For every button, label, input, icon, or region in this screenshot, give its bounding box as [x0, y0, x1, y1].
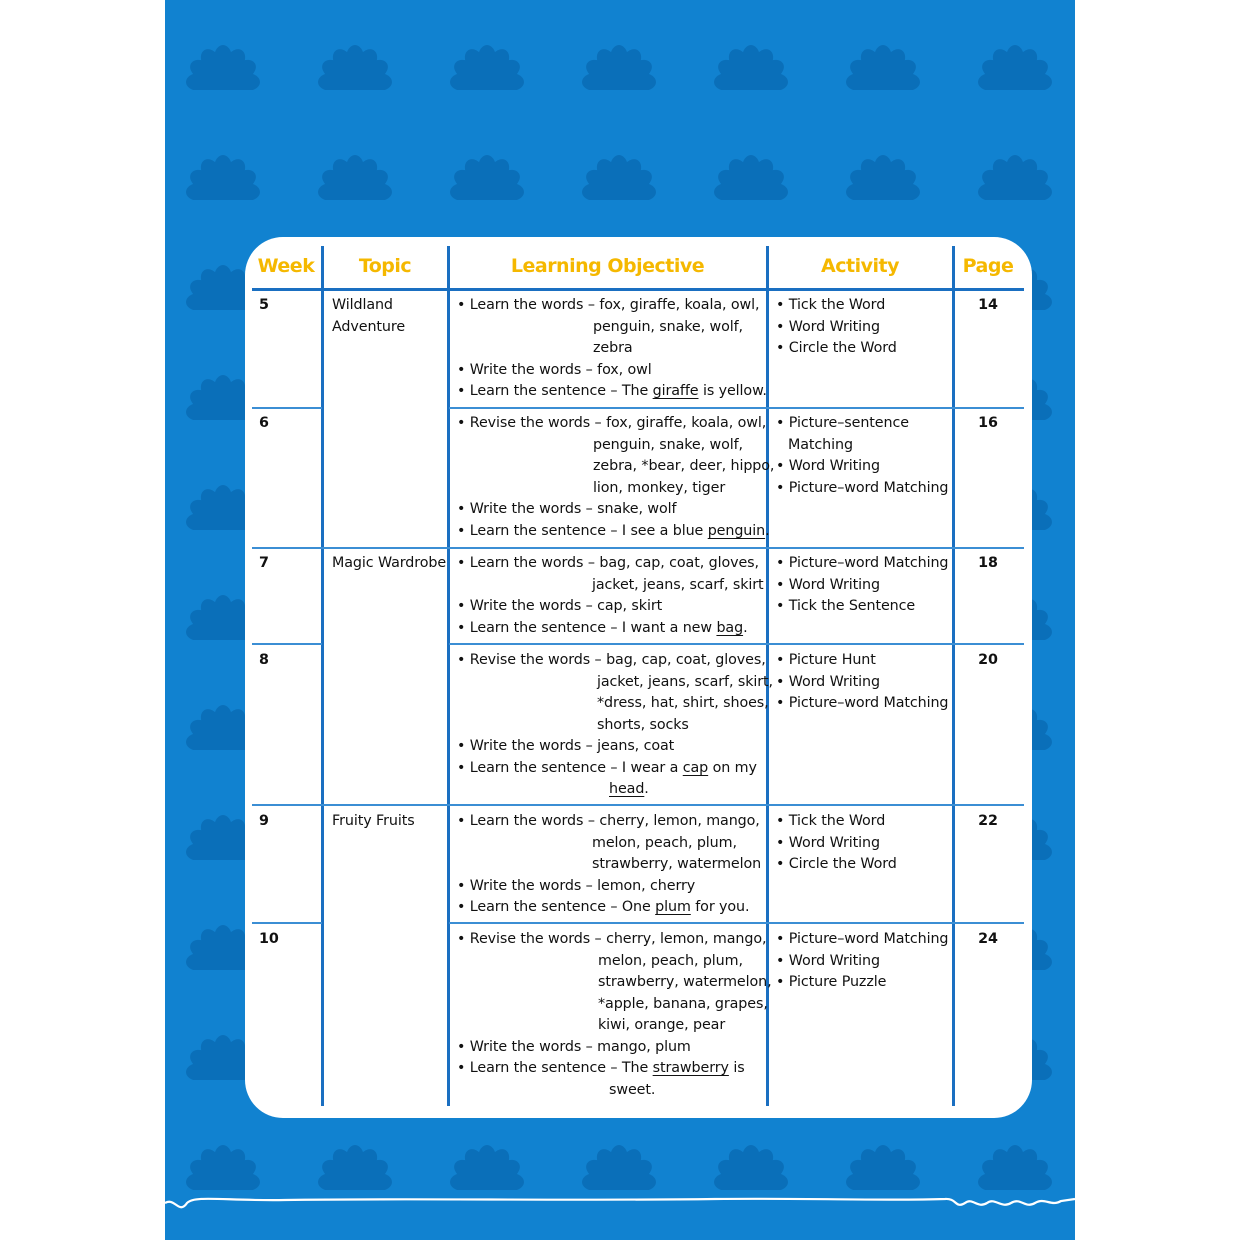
- header-topic: Topic: [358, 255, 412, 277]
- page-number: 18: [978, 555, 998, 571]
- week-number: 9: [259, 813, 269, 829]
- row-divider: [252, 922, 322, 924]
- activity-cell: • Picture Hunt • Word Writing • Picture–word Matching: [776, 652, 949, 711]
- row-divider: [252, 643, 322, 645]
- row-divider: [449, 643, 1024, 645]
- wavy-line: [165, 1185, 1075, 1225]
- week-number: 8: [259, 652, 269, 668]
- page-number: 14: [978, 297, 998, 313]
- page-number: 22: [978, 813, 998, 829]
- header-activity: Activity: [821, 255, 899, 277]
- activity-cell: • Tick the Word • Word Writing • Circle the Word: [776, 813, 897, 872]
- topic-name: Wildland Adventure: [332, 297, 406, 335]
- activity-cell: • Picture–word Matching • Word Writing • Picture Puzzle: [776, 931, 949, 990]
- row-divider: [252, 547, 1024, 549]
- page-number: 16: [978, 415, 998, 431]
- row-divider: [252, 804, 1024, 806]
- objective-cell: • Learn the words – cherry, lemon, mango, melon, peach, plum, strawberry, watermelon • Write the words – lemon, cherry • Learn the sentence – One plum for you.: [457, 813, 762, 915]
- activity-cell: • Tick the Word • Word Writing • Circle the Word: [776, 297, 897, 356]
- activity-cell: • Picture–word Matching • Word Writing • Tick the Sentence: [776, 555, 949, 614]
- row-divider: [449, 922, 1024, 924]
- header-page: Page: [962, 255, 1014, 277]
- page-number: 20: [978, 652, 998, 668]
- activity-cell: • Picture–sentence Matching • Word Writing • Picture–word Matching: [776, 415, 949, 496]
- header-objective: Learning Objective: [510, 255, 705, 277]
- row-divider: [449, 407, 1024, 409]
- header-week: Week: [257, 255, 315, 277]
- objective-cell: • Revise the words – bag, cap, coat, gloves, jacket, jeans, scarf, skirt, *dress, hat, shirt, shoes, shorts, socks • Write the words – jeans, coat • Learn the sentence – I wear a cap on my head.: [457, 652, 773, 797]
- week-number: 5: [259, 297, 269, 313]
- divider-week: [321, 246, 324, 1106]
- divider-topic: [447, 246, 450, 1106]
- header-divider: [252, 288, 1024, 291]
- page-number: 24: [978, 931, 998, 947]
- week-number: 10: [259, 931, 279, 947]
- row-divider: [252, 407, 322, 409]
- week-number: 6: [259, 415, 269, 431]
- topic-name: Magic Wardrobe: [332, 555, 447, 571]
- objective-cell: • Revise the words – fox, giraffe, koala, owl, penguin, snake, wolf, zebra, *bear, deer, hippo, lion, monkey, tiger • Write the words – snake, wolf • Learn the sentence – I see a blue penguin.: [457, 415, 775, 539]
- topic-name: Fruity Fruits: [332, 813, 415, 829]
- objective-cell: • Revise the words – cherry, lemon, mango, melon, peach, plum, strawberry, watermelon, *apple, banana, grapes, kiwi, orange, pear • Write the words – mango, plum • Learn the sentence – The strawberry is sweet.: [457, 931, 772, 1098]
- week-number: 7: [259, 555, 269, 571]
- divider-activity: [952, 246, 955, 1106]
- objective-cell: • Learn the words – fox, giraffe, koala, owl, penguin, snake, wolf, zebra • Write the words – fox, owl • Learn the sentence – The giraffe is yellow.: [457, 297, 767, 399]
- objective-cell: • Learn the words – bag, cap, coat, gloves, jacket, jeans, scarf, skirt • Write the words – cap, skirt • Learn the sentence – I want a new bag.: [457, 555, 764, 636]
